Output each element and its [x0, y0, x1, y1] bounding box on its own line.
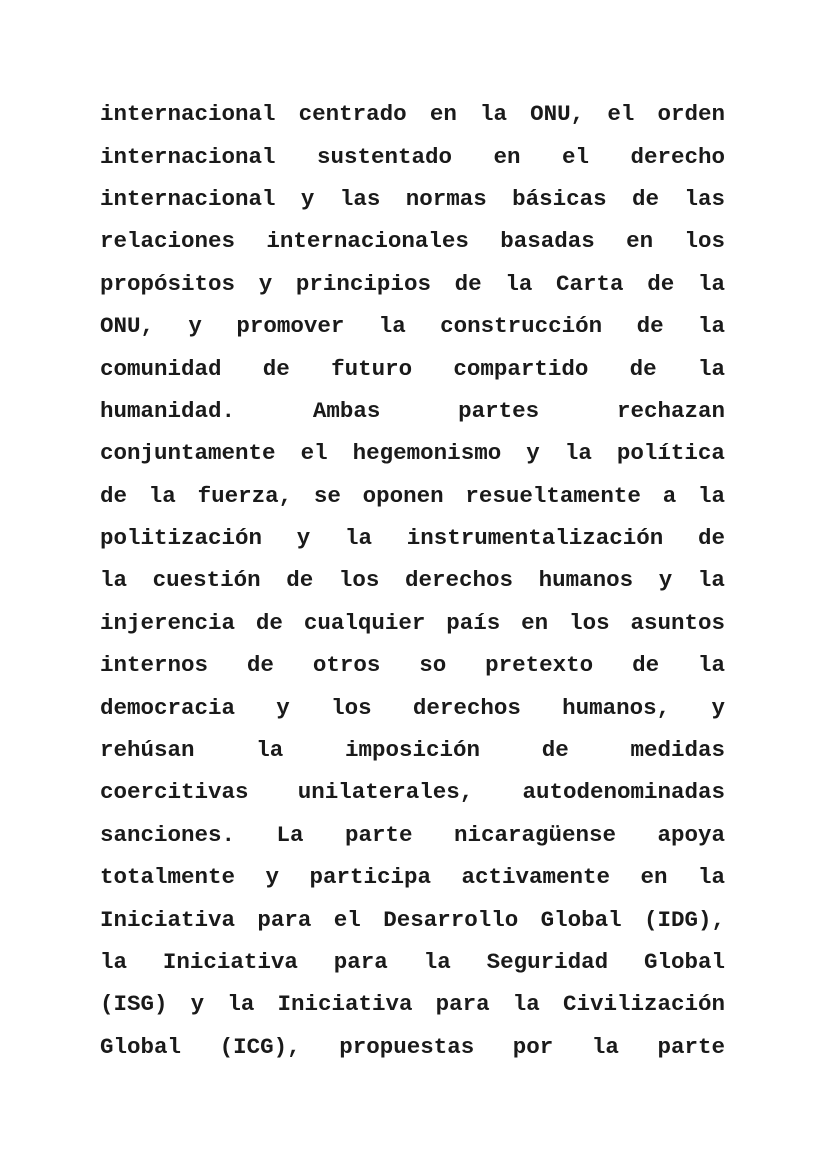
text-line-6: ONU, y promover la construcción de la — [100, 313, 725, 340]
text-line-4: relaciones internacionales basadas en los — [100, 228, 725, 255]
text-line-9: conjuntamente el hegemonismo y la política — [100, 440, 725, 467]
text-line-23: Global (ICG), propuestas por la parte — [100, 1033, 725, 1060]
text-line-12: la cuestión de los derechos humanos y la — [100, 567, 725, 594]
text-line-8: humanidad. Ambas partes rechazan — [100, 397, 725, 424]
text-line-13: injerencia de cualquier país en los asuntos — [100, 609, 725, 636]
text-line-3: internacional y las normas básicas de las — [100, 185, 725, 212]
text-line-10: de la fuerza, se oponen resueltamente a la — [100, 482, 725, 509]
body-text — [100, 93, 725, 1068]
text-line-16: rehúsan la imposición de medidas — [100, 737, 725, 764]
text-line-17: coercitivas unilaterales, autodenominadas — [100, 779, 725, 806]
text-line-1: internacional centrado en la ONU, el orden — [100, 101, 725, 128]
text-line-21: la Iniciativa para la Seguridad Global — [100, 949, 725, 975]
text-line-19: totalmente y participa activamente en la — [100, 864, 725, 891]
text-line-22: (ISG) y la Iniciativa para la Civilización — [100, 991, 725, 1018]
text-line-15: democracia y los derechos humanos, y — [100, 694, 725, 721]
text-line-18: sanciones. La parte nicaragüense apoya — [100, 821, 725, 848]
text-line-7: comunidad de futuro compartido de la — [100, 355, 725, 382]
text-line-11: politización y la instrumentalización de — [100, 525, 725, 552]
text-line-5: propósitos y principios de la Carta de la — [100, 270, 725, 297]
text-line-2: internacional sustentado en el derecho — [100, 143, 725, 170]
text-line-20: Iniciativa para el Desarrollo Global (IDG), — [100, 906, 725, 933]
text-line-14: internos de otros so pretexto de la — [100, 652, 725, 679]
